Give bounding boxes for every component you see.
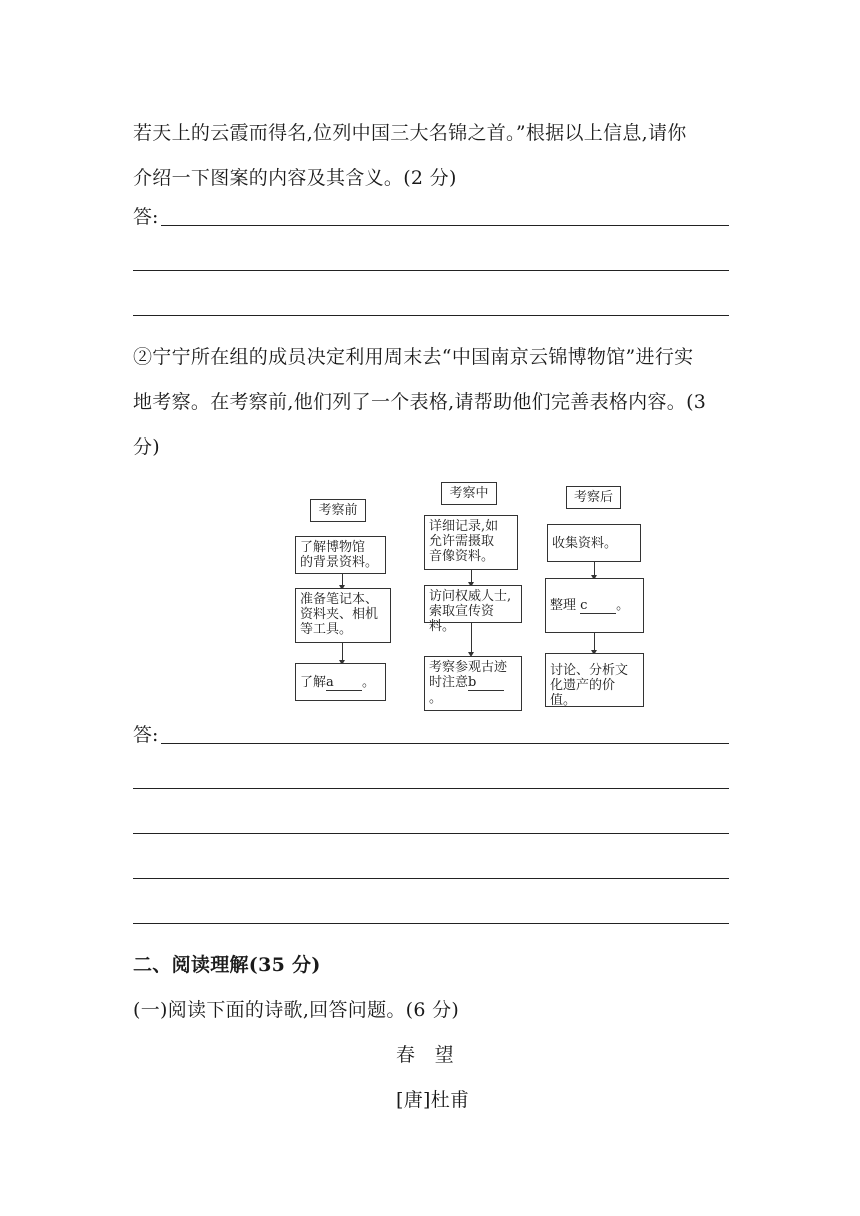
answer-rule [133, 923, 729, 924]
before-step-3 [295, 663, 386, 701]
before-step-3-suffix: 。 [362, 675, 376, 690]
during-step-3-prefix: 考察参观古迹 时注意 [429, 660, 508, 690]
answer-line-1[interactable] [133, 202, 729, 226]
section-heading: 二、阅读理解(35 分) [133, 954, 321, 976]
answer-rule [133, 833, 729, 834]
during-step-2: 访问权威人士, 索取宣传资料。 [424, 585, 522, 623]
during-step-3 [424, 656, 522, 711]
after-step-2 [545, 578, 644, 633]
after-step-1: 收集资料。 [547, 524, 641, 562]
answer-rule [133, 878, 729, 879]
answer-rule [161, 743, 729, 744]
answer-line-3[interactable] [133, 292, 729, 316]
poem-title: 春 望 [396, 1044, 454, 1066]
after-title: 考察后 [566, 486, 621, 509]
answer-line-5[interactable] [133, 765, 729, 789]
poem-author: [唐]杜甫 [396, 1089, 470, 1111]
after-step-2-prefix: 整理 [550, 598, 577, 613]
after-arrow-1 [594, 562, 595, 576]
before-step-2: 准备笔记本、 资料夹、相机 等工具。 [295, 588, 391, 643]
q2-line-2: 地考察。在考察前,他们列了一个表格,请帮助他们完善表格内容。(3 [133, 391, 707, 413]
investigation-flowchart [295, 478, 645, 718]
answer-label: 答: [133, 206, 159, 228]
q1-line-1: 若天上的云霞而得名,位列中国三大名锦之首。”根据以上信息,请你 [133, 122, 687, 144]
blank-c[interactable]: c [580, 598, 616, 614]
answer-line-2[interactable] [133, 247, 729, 271]
blank-b[interactable]: b [468, 675, 504, 691]
answer-line-4[interactable] [133, 720, 729, 744]
answer-label: 答: [133, 724, 159, 746]
during-arrow-1 [471, 570, 472, 583]
q1-line-2: 介绍一下图案的内容及其含义。(2 分) [133, 167, 457, 189]
answer-line-7[interactable] [133, 855, 729, 879]
answer-rule [133, 315, 729, 316]
answer-rule [161, 225, 729, 226]
during-step-1: 详细记录,如 允许需摄取 音像资料。 [424, 515, 518, 570]
before-arrow-1 [342, 574, 343, 586]
answer-rule [133, 270, 729, 271]
blank-a[interactable]: a [326, 675, 362, 691]
during-arrow-2 [471, 623, 472, 653]
q2-line-1: ②宁宁所在组的成员决定利用周末去“中国南京云锦博物馆”进行实 [133, 346, 694, 368]
section-sub-heading: (一)阅读下面的诗歌,回答问题。(6 分) [133, 999, 460, 1021]
before-step-1: 了解博物馆 的背景资料。 [295, 536, 386, 574]
before-step-3-prefix: 了解 [300, 675, 327, 690]
answer-rule [133, 788, 729, 789]
during-step-3-suffix: 。 [429, 691, 443, 706]
after-step-2-suffix: 。 [616, 598, 630, 613]
before-arrow-2 [342, 643, 343, 661]
q2-line-3: 分) [133, 436, 161, 458]
during-title: 考察中 [441, 482, 497, 505]
after-arrow-2 [594, 633, 595, 651]
after-step-3: 讨论、分析文 化遗产的价值。 [545, 653, 644, 707]
answer-line-8[interactable] [133, 900, 729, 924]
answer-line-6[interactable] [133, 810, 729, 834]
before-title: 考察前 [310, 499, 366, 522]
